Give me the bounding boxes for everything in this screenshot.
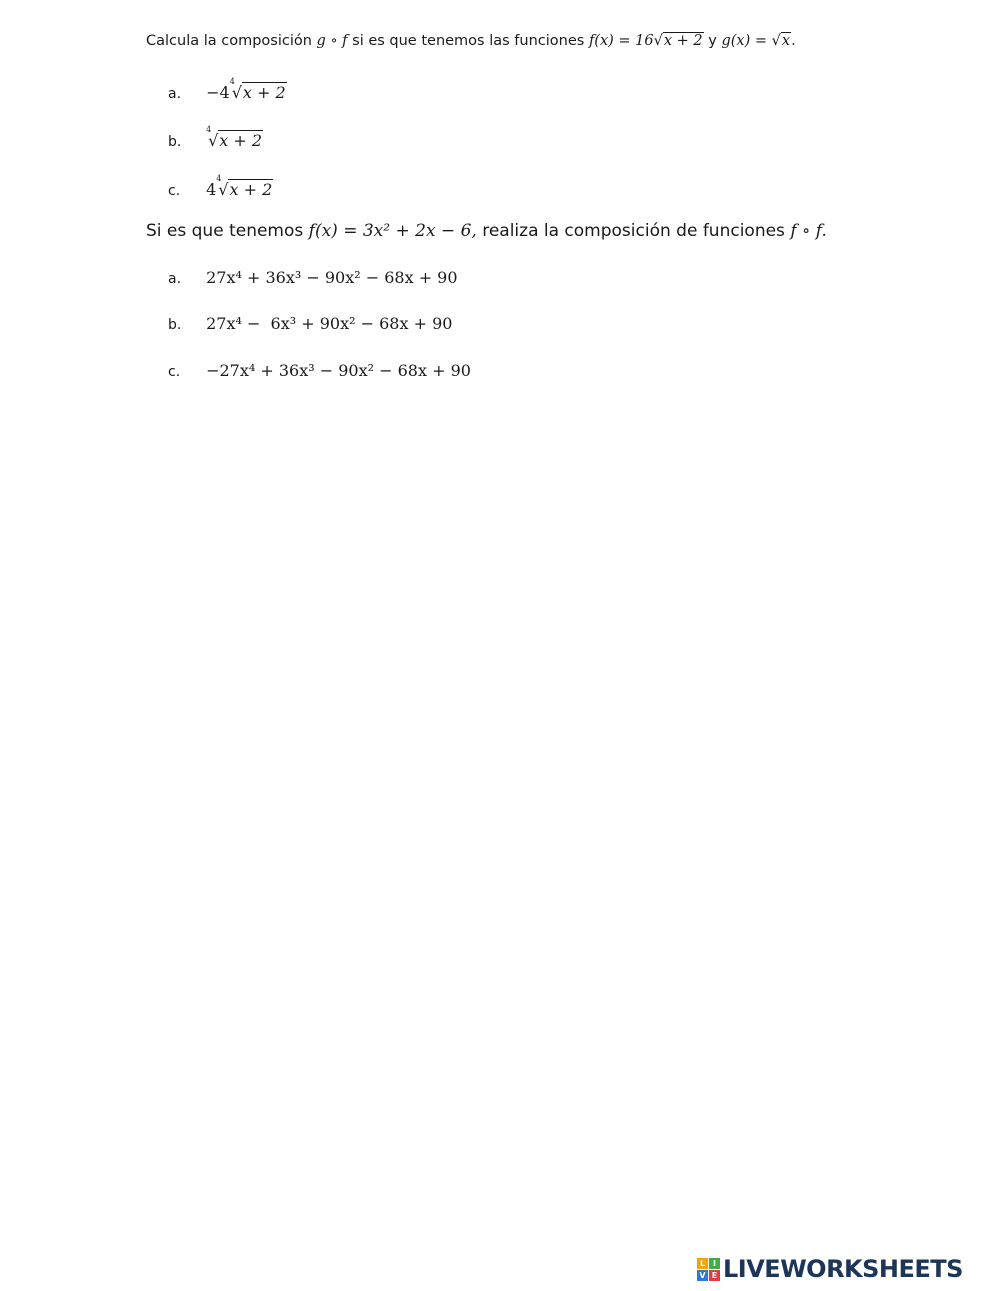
logo-mark-letter: E [709,1270,720,1281]
option-letter: a. [168,271,182,287]
q1-g-radicand: x [781,33,791,49]
q1-conjunction: y [708,33,717,49]
logo-mark-letter: L [697,1258,708,1269]
q2-prompt-mid: realiza la composición de funciones [482,221,785,241]
option-letter: a. [168,86,182,102]
q1-f-radicand: x + 2 [663,33,703,49]
option-expression: −27x⁴ + 36x³ − 90x² − 68x + 90 [206,361,471,380]
q1-f-definition [589,33,704,49]
q1-g-lhs: g(x) = [721,33,768,49]
option-expression [206,77,287,102]
q1-option-b[interactable] [168,125,263,155]
q1-f-sqrt: √x + 2 [653,33,703,49]
q1-prompt-mid: si es que tenemos las funciones [352,33,585,49]
option-letter: c. [168,183,181,199]
logo-text: LIVEWORKSHEETS [723,1255,963,1283]
option-expression: 27x⁴ − 6x³ + 90x² − 68x + 90 [206,314,453,333]
q1-g-sqrt: √x [771,33,791,49]
q1-g-definition [721,33,791,49]
option-coefficient: 4 [206,180,217,199]
logo-mark-letter: I [709,1258,720,1269]
liveworksheets-logo [697,1254,963,1284]
question-1-prompt [146,33,796,49]
fourth-root: 4 √x + 2 [229,77,286,102]
q2-prompt-start: Si es que tenemos [146,221,304,241]
q2-composition: f ∘ f. [790,221,827,241]
option-letter: b. [168,134,182,150]
option-radicand: x + 2 [219,131,263,150]
question-2-prompt [146,221,827,241]
q1-prompt-start: Calcula la composición [146,33,312,49]
q1-composition: g ∘ f [316,33,348,49]
fourth-root: 4 √x + 2 [216,174,273,199]
option-expression [206,125,263,150]
q1-option-c[interactable] [168,174,273,204]
q2-option-b[interactable] [168,314,452,338]
logo-mark-letter: V [697,1270,708,1281]
fourth-root: 4 √x + 2 [206,125,263,150]
q2-f-definition: f(x) = 3x² + 2x − 6, [308,221,477,241]
q1-period: . [791,33,796,49]
logo-mark-icon [697,1258,720,1281]
option-radicand: x + 2 [229,180,273,199]
option-expression: 27x⁴ + 36x³ − 90x² − 68x + 90 [206,268,458,287]
option-letter: c. [168,364,181,380]
option-radicand: x + 2 [242,83,286,102]
option-expression [206,174,273,199]
option-letter: b. [168,317,182,333]
q2-option-a[interactable] [168,268,458,292]
q1-option-a[interactable] [168,77,287,107]
q1-f-lhs: f(x) = 16 [588,33,654,49]
q2-option-c[interactable] [168,361,471,385]
option-coefficient: −4 [206,83,230,102]
